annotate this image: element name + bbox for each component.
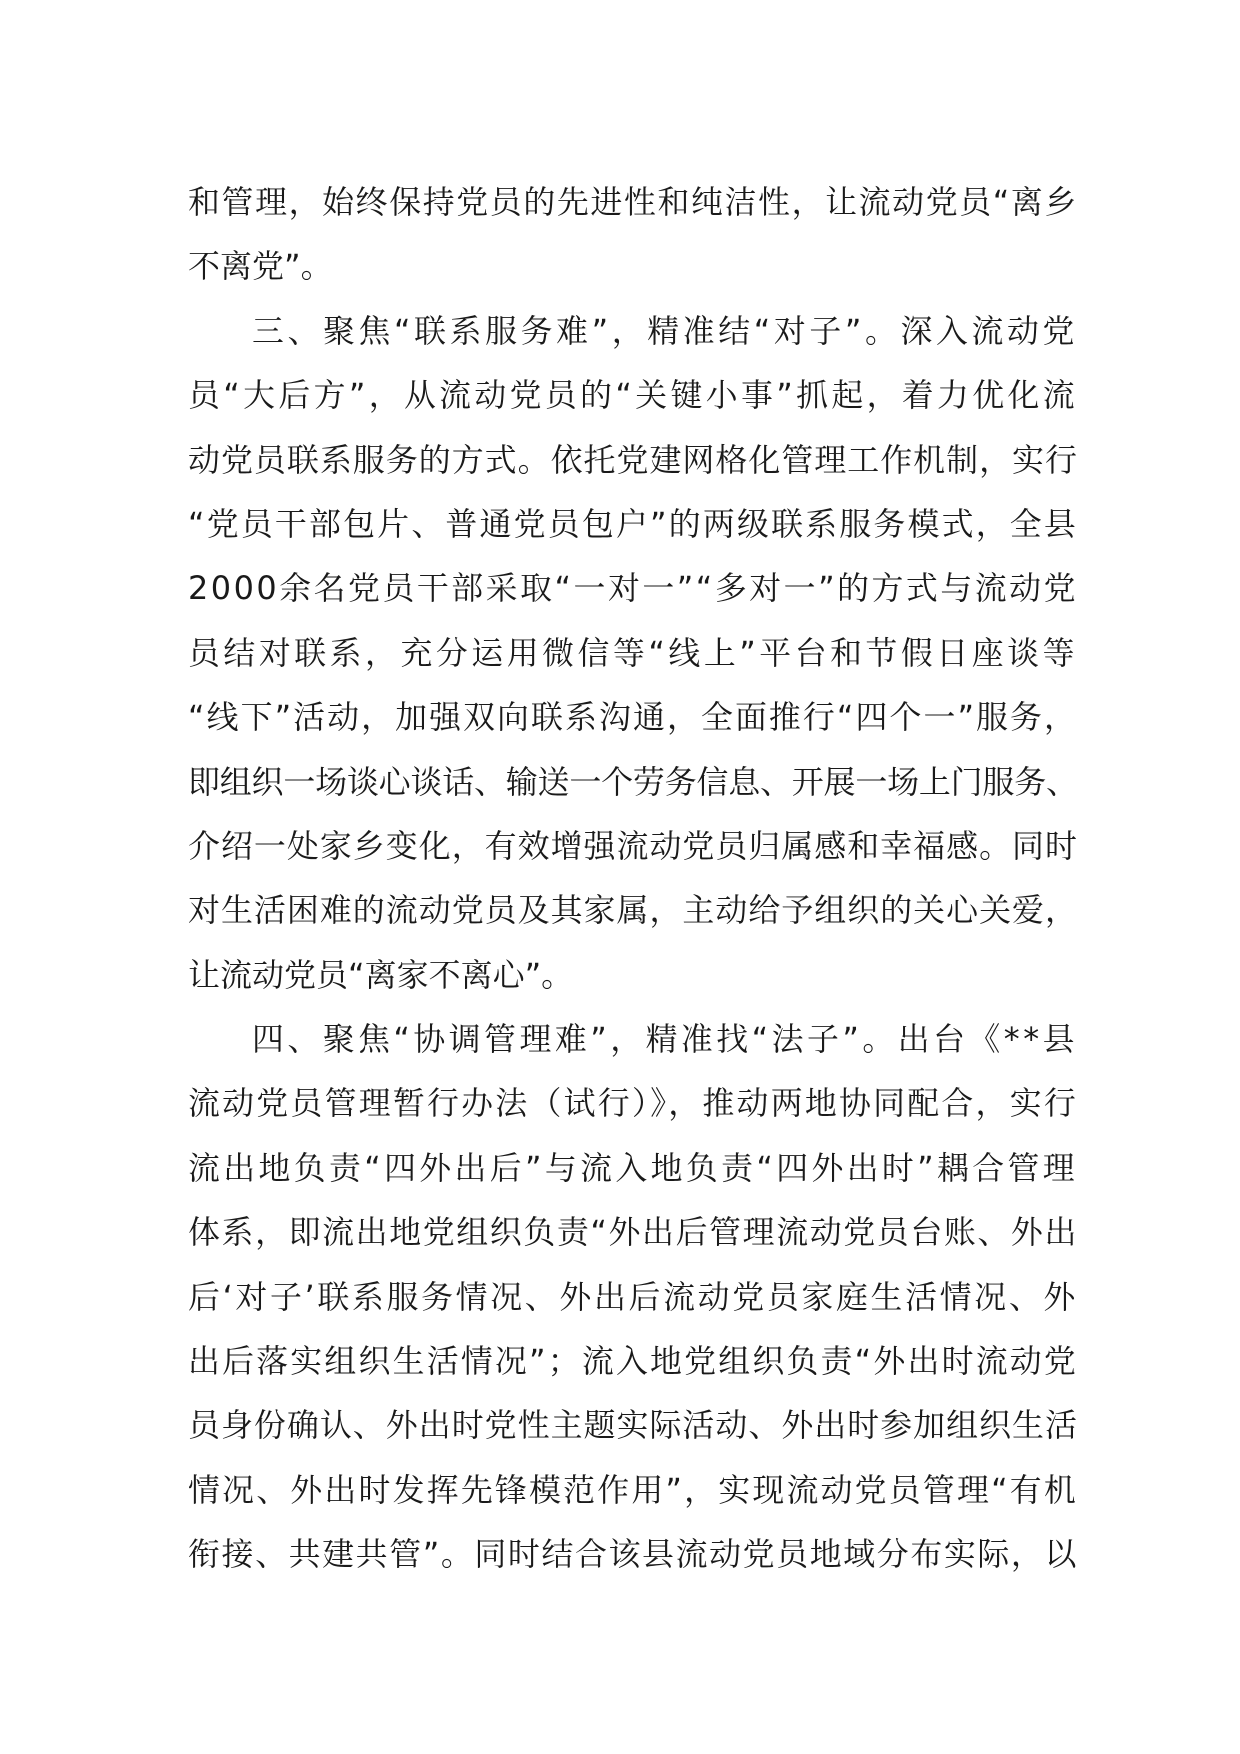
text-line: 情况、外出时发挥先锋模范作用”，实现流动党员管理“有机 (188, 1470, 1078, 1509)
text-line: 不离党”。 (188, 247, 333, 286)
text-line: 即组织一场谈心谈话、输送一个劳务信息、开展一场上门服务、 (188, 762, 1078, 801)
text-line: 和管理，始终保持党员的先进性和纯洁性，让流动党员“离乡 (188, 183, 1078, 221)
section-heading-line: 三、聚焦“联系服务难”，精准结“对子”。深入流动党 (252, 311, 1078, 350)
text-line: 动党员联系服务的方式。依托党建网格化管理工作机制，实行 (188, 440, 1078, 479)
text-line: 衔接、共建共管”。同时结合该县流动党员地域分布实际，以 (188, 1535, 1078, 1574)
text-line: 流动党员管理暂行办法（试行）》，推动两地协同配合，实行 (188, 1084, 1078, 1123)
section-heading-line: 四、聚焦“协调管理难”，精准找“法子”。出台《**县 (252, 1020, 1078, 1059)
text-line: 介绍一处家乡变化，有效增强流动党员归属感和幸福感。同时 (188, 826, 1078, 865)
text-line: “党员干部包片、普通党员包户”的两级联系服务模式，全县 (188, 504, 1078, 543)
text-line: 员“大后方”，从流动党员的“关键小事”抓起，着力优化流 (188, 376, 1078, 415)
text-line: 出后落实组织生活情况”；流入地党组织负责“外出时流动党 (188, 1342, 1078, 1381)
text-line: 让流动党员“离家不离心”。 (188, 955, 574, 994)
text-line: “线下”活动，加强双向联系沟通，全面推行“四个一”服务， (188, 698, 1078, 737)
body-text (188, 170, 1078, 1587)
text-line: 2000余名党员干部采取“一对一”“多对一”的方式与流动党 (188, 569, 1078, 608)
text-line: 员身份确认、外出时党性主题实际活动、外出时参加组织生活 (188, 1406, 1078, 1445)
text-line: 后‘对子’联系服务情况、外出后流动党员家庭生活情况、外 (188, 1277, 1078, 1316)
text-line: 员结对联系，充分运用微信等“线上”平台和节假日座谈等 (188, 633, 1078, 672)
text-line: 流出地负责“四外出后”与流入地负责“四外出时”耦合管理 (188, 1148, 1078, 1187)
text-line: 对生活困难的流动党员及其家属，主动给予组织的关心关爱， (188, 891, 1078, 930)
text-line: 体系，即流出地党组织负责“外出后管理流动党员台账、外出 (188, 1213, 1078, 1252)
